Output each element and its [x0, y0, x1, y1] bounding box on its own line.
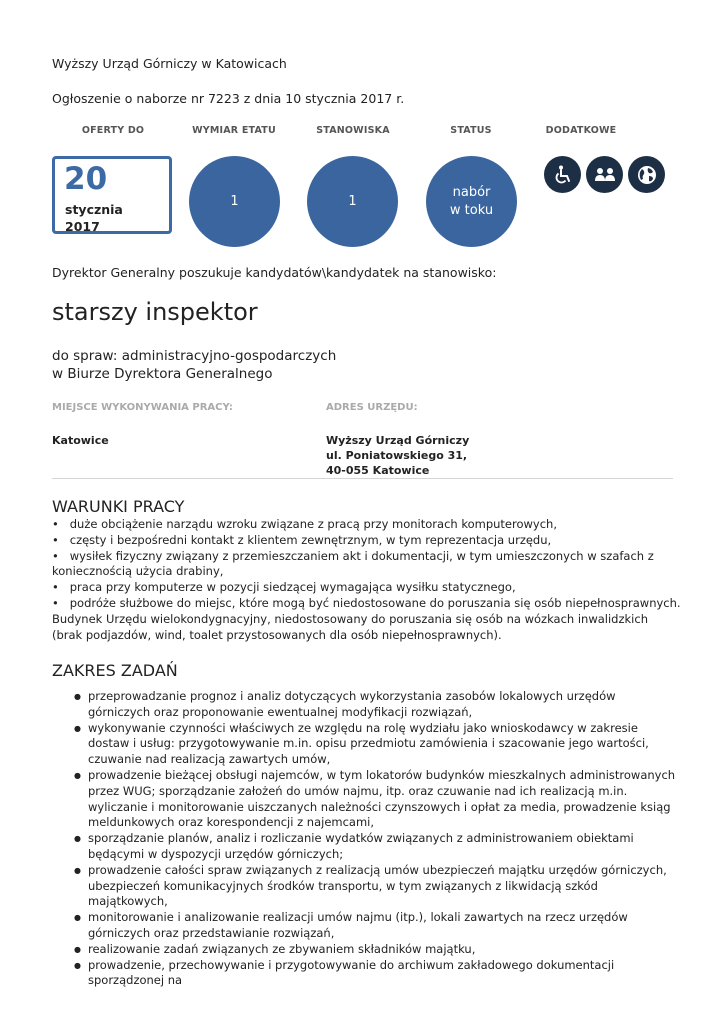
address-line1: Wyższy Urząd Górniczy — [326, 434, 470, 447]
people-icon — [586, 156, 623, 193]
wheelchair-icon — [544, 156, 581, 193]
condition-item: • praca przy komputerze w pozycji siedzącej wymagająca wysiłku statycznego, — [52, 580, 516, 595]
department-line1: do spraw: administracyjno-gospodarczych — [52, 348, 337, 364]
position-title: starszy inspektor — [52, 298, 258, 326]
deadline-box — [52, 156, 172, 234]
condition-item: • podróże służbowe do miejsc, które mogą być niedostosowane do poruszania się osób niepełnosprawnych. — [52, 595, 681, 610]
positions-value: 1 — [348, 193, 357, 209]
globe-icon — [628, 156, 665, 193]
col-offers-header: OFERTY DO — [81, 125, 145, 136]
address-line3: 40-055 Katowice — [326, 464, 430, 477]
conditions-note: Budynek Urzędu wielokondygnacyjny, niedostosowany do poruszania się osób na wózkach inwalidzkich (brak podjazdów, wind, toalet przystosowanych dla osób niepełnosprawnych). — [52, 611, 648, 642]
duties-heading: ZAKRES ZADAŃ — [52, 661, 178, 680]
notice-number: Ogłoszenie o naborze nr 7223 z dnia 10 stycznia 2017 r. — [52, 91, 405, 106]
col-positions-header: STANOWISKA — [316, 125, 390, 136]
deadline-year: 2017 — [65, 219, 100, 234]
address-line2: ul. Poniatowskiego 31, — [326, 449, 468, 462]
condition-item: • wysiłek fizyczny związany z przemieszczaniem akt i dokumentacji, w tym umieszczonych w szafach z koniecznością użycia drabiny, — [52, 548, 658, 579]
conditions-heading: WARUNKI PRACY — [52, 497, 185, 516]
list-item: ● monitorowanie i analizowanie realizacji umów najmu (itp.), lokali zawartych na rzecz urzędów górniczych oraz przedstawianie rozwiązań, — [88, 910, 678, 942]
positions-circle — [307, 156, 398, 247]
condition-item: • duże obciążenie narządu wzroku związane z pracą przy monitorach komputerowych, — [52, 517, 557, 531]
intro-text: Dyrektor Generalny poszukuje kandydatów\kandydatek na stanowisko: — [52, 265, 497, 280]
duties-list — [58, 689, 678, 989]
deadline-day: 20 — [64, 161, 108, 197]
list-item: ● sporządzanie planów, analiz i rozliczanie wydatków związanych z administrowaniem obiektami będącymi w dyspozycji urzędów górniczych; — [88, 831, 678, 863]
condition-item: • częsty i bezpośredni kontakt z klientem zewnętrznym, w tym reprezentacja urzędu, — [52, 532, 552, 547]
list-item: ● prowadzenie, przechowywanie i przygotowywanie do archiwum zakładowego dokumentacji sporządzonej na — [88, 958, 678, 990]
col-extra-header: DODATKOWE — [545, 125, 617, 136]
fte-value: 1 — [230, 193, 239, 209]
status-circle — [426, 156, 517, 247]
list-item: ● prowadzenie całości spraw związanych z realizacją umów ubezpieczeń majątku urzędów górniczych, ubezpieczeń komunikacyjnych środków transportu, w tym związanych z likwidacją szkód majątkowych, — [88, 863, 678, 910]
address-label: ADRES URZĘDU: — [326, 402, 418, 413]
status-line1: nabór — [452, 184, 491, 200]
fte-circle — [189, 156, 280, 247]
conditions-list — [52, 517, 681, 643]
list-item: ● wykonywanie czynności właściwych ze względu na rolę wydziału jako wnioskodawcy w zakresie dostaw i usług: przygotowywanie m.in. opisu przedmiotu zamówienia i szacowanie jego wartości, czuwanie nad realizacją zawartych umów, — [88, 721, 678, 768]
divider — [52, 478, 673, 479]
address-block — [326, 433, 469, 478]
department-line2: w Biurze Dyrektora Generalnego — [52, 366, 273, 382]
workplace-value: Katowice — [52, 434, 109, 447]
deadline-month: stycznia — [65, 202, 123, 217]
status-line2: w toku — [449, 202, 494, 218]
workplace-label: MIEJSCE WYKONYWANIA PRACY: — [52, 402, 233, 413]
list-item: ● prowadzenie bieżącej obsługi najemców, w tym lokatorów budynków mieszkalnych administrowanych przez WUG; sporządzanie założeń do umów najmu, itp. oraz czuwanie nad ich realizacją m.in. wyliczanie i monitorowanie uiszczanych należności czynszowych i opłat za media, prowadzenie ksiąg meldunkowych oraz korespondencji z najemcami, — [88, 768, 678, 831]
col-fte-header: WYMIAR ETATU — [192, 125, 276, 136]
list-item: ● realizowanie zadań związanych ze zbywaniem składników majątku, — [88, 942, 678, 958]
list-item: ● przeprowadzanie prognoz i analiz dotyczących wykorzystania zasobów lokalowych urzędów górniczych oraz proponowanie ewentualnej modyfikacji rozwiązań, — [88, 689, 678, 721]
col-status-header: STATUS — [450, 125, 492, 136]
office-name: Wyższy Urząd Górniczy w Katowicach — [52, 56, 287, 71]
